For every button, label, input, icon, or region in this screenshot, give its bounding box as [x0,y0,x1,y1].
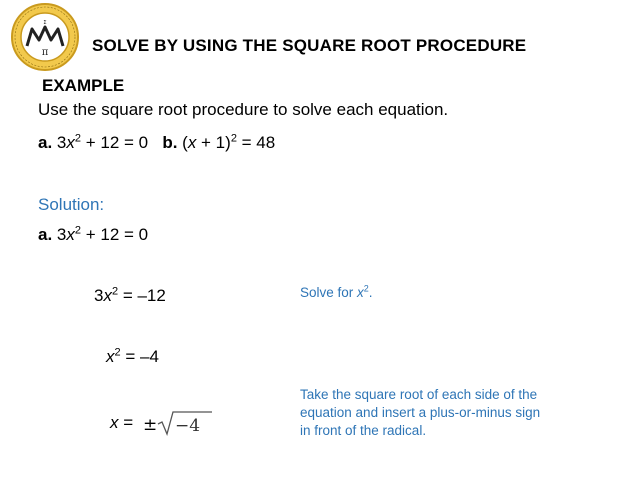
note1-end: . [368,285,373,300]
note2-line3: in front of the radical. [300,423,427,438]
step1-rest: = –12 [118,286,166,305]
step3-var: x [110,413,119,432]
problem-b-mid: + 1) [196,133,231,152]
problem-a-rest: + 12 = 0 [81,133,149,152]
problem-b-rest: = 48 [236,133,276,152]
note1-text: Solve for [300,285,358,300]
step1-exp: 2 [111,285,119,298]
note1-var: x [357,285,364,300]
problem-b-var: x [187,133,197,152]
instruction-text: Use the square root procedure to solve each equation. [38,100,449,119]
plus-minus-radical-expression [142,409,214,437]
step1-var: x [103,286,112,305]
note1-exp: 2 [363,283,369,294]
part-a-rest: + 12 = 0 [81,225,149,244]
problem-b-label: b. [162,133,178,152]
plus-minus-sign: ± [142,415,158,435]
part-a-var: x [66,225,75,244]
svg-text:Σ: Σ [43,20,47,26]
university-seal-logo [10,2,80,72]
problem-b-open: ( [177,133,188,152]
example-label: EXAMPLE [42,76,125,95]
note-take-square-root [300,386,540,440]
step1-coef: 3 [94,286,104,305]
problem-a-label: a. [38,133,53,152]
problem-statements [38,133,275,153]
step-1-equation [94,286,166,306]
step2-var: x [106,347,115,366]
problem-a-coef: 3 [56,133,67,152]
slide-title: SOLVE BY USING THE SQUARE ROOT PROCEDURE [92,36,527,55]
note2-line2: equation and insert a plus-or-minus sign [300,405,541,420]
part-a-exp: 2 [74,224,82,237]
problem-a-var: x [66,133,75,152]
problem-b-exp: 2 [230,132,237,145]
step-3-equation [110,409,214,437]
problem-a-exp: 2 [74,132,82,145]
radicand: −4 [174,416,200,436]
step2-rest: = –4 [120,347,159,366]
part-a-equation [38,225,148,245]
part-a-coef: 3 [56,225,67,244]
svg-text:π: π [41,47,49,58]
step3-eq: = [118,413,138,432]
note-solve-for-x2 [300,284,373,302]
step2-exp: 2 [114,346,121,359]
solution-label: Solution: [38,195,105,214]
part-a-label: a. [38,225,53,244]
note2-line1: Take the square root of each side of the [300,387,538,402]
step-2-equation [106,347,159,367]
